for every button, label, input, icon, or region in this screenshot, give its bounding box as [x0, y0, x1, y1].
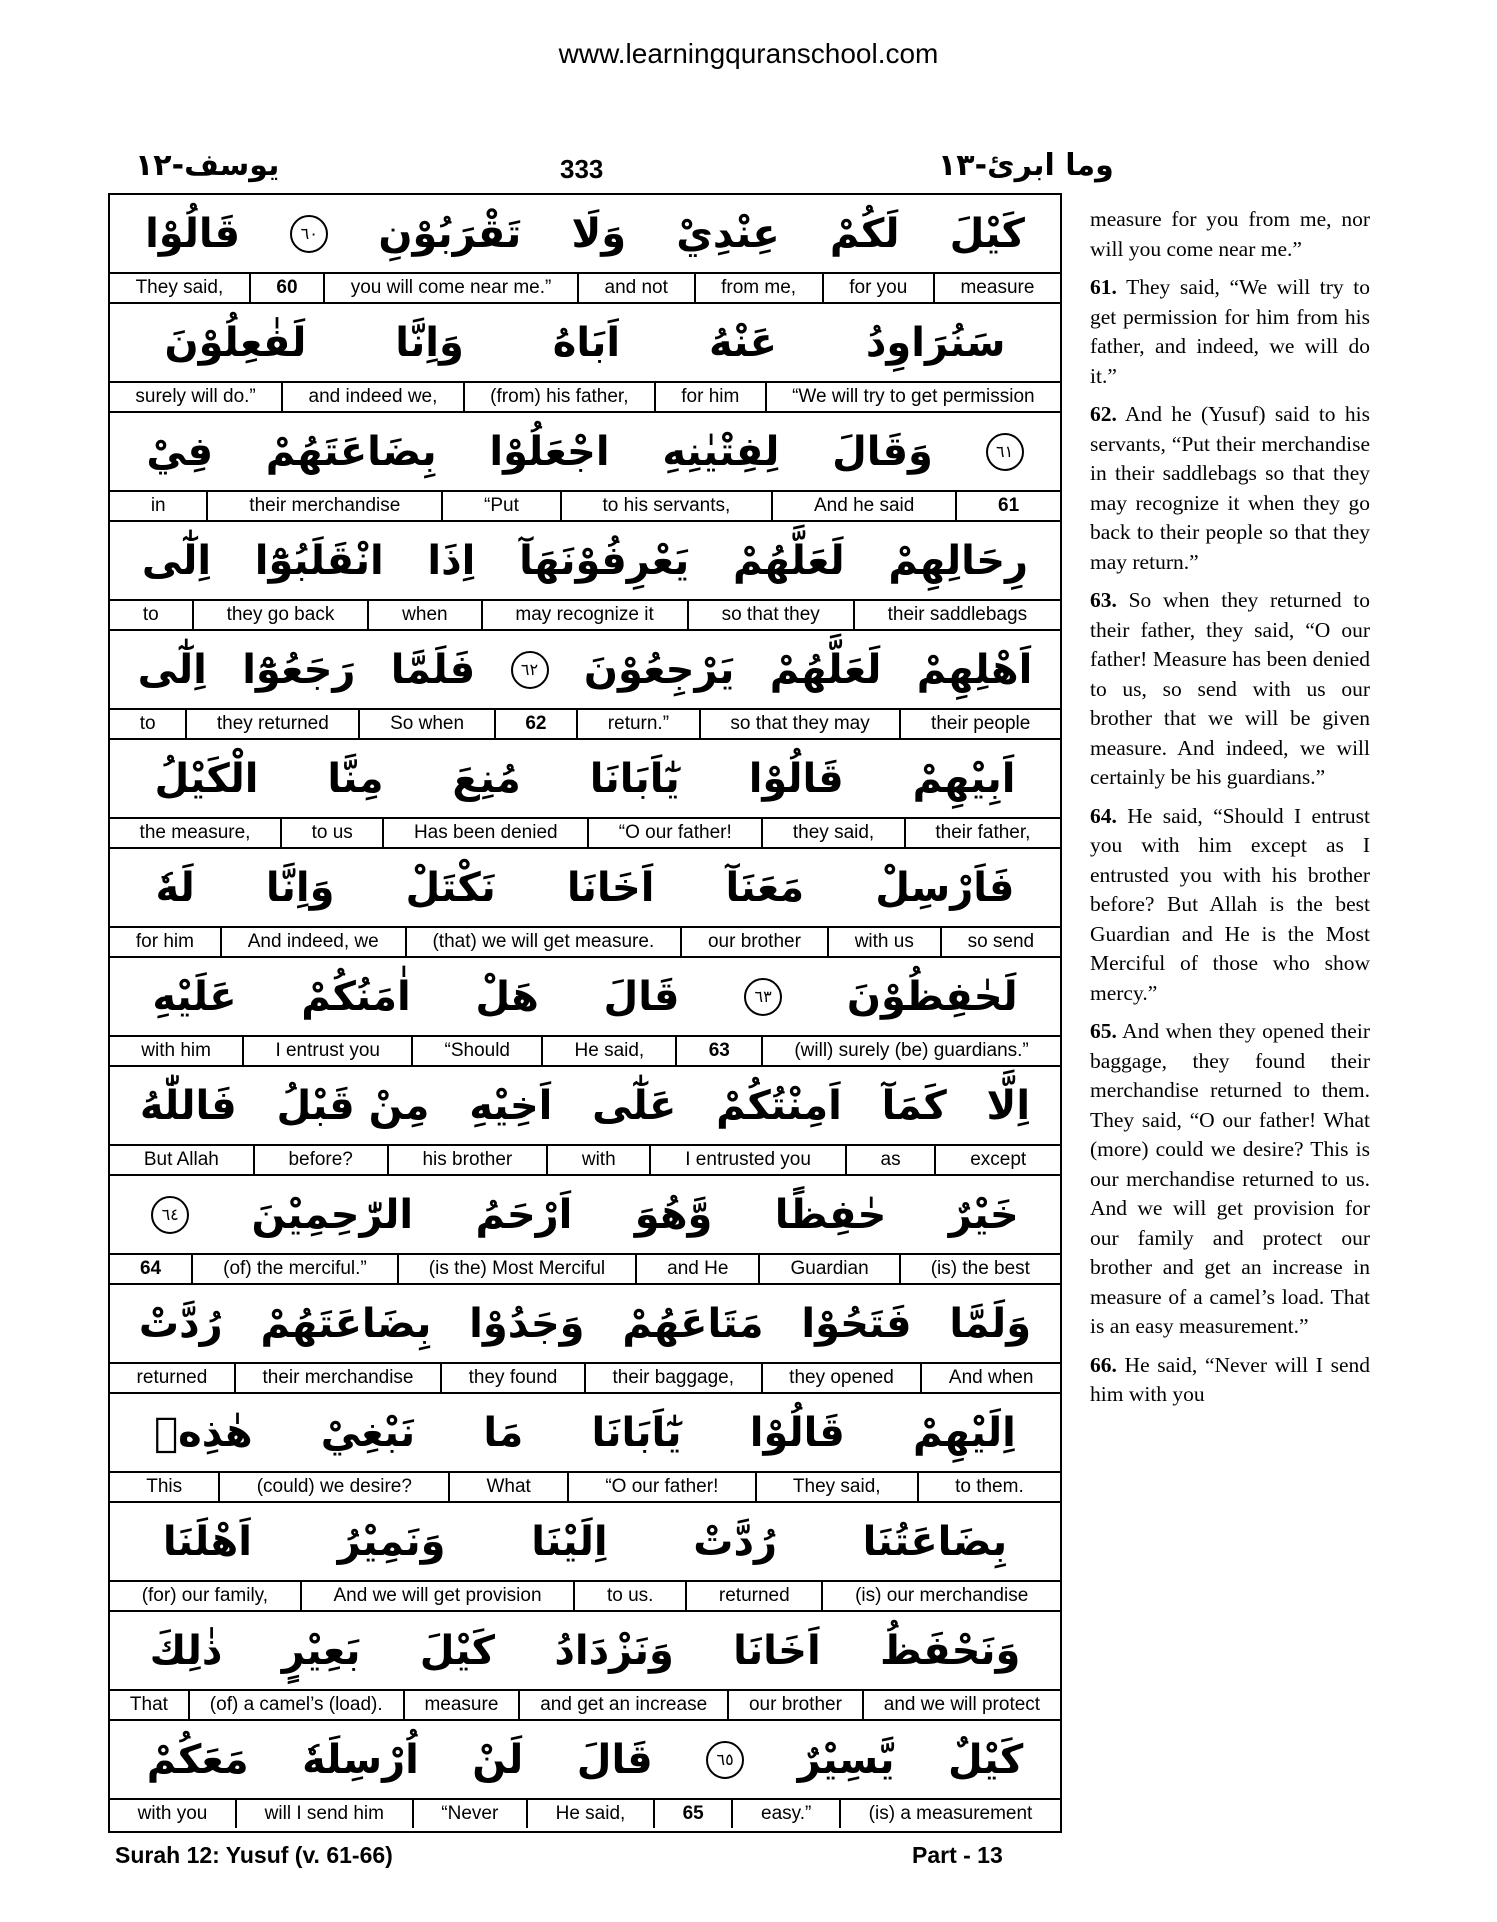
arabic-word: الرّٰحِمِيْنَ: [251, 1191, 414, 1238]
arabic-word: وَاِنَّا: [395, 319, 464, 366]
arabic-word: تَقْرَبُوْنِ: [378, 210, 522, 257]
arabic-word: لَعَلَّهُمْ: [769, 646, 882, 693]
arabic-word: هَلْ: [475, 973, 539, 1020]
verse-row: [110, 958, 1060, 1067]
word-translation-cell: so send: [940, 928, 1060, 956]
word-translation-cell: with us: [827, 928, 940, 956]
arabic-word: اِلَّا: [986, 1082, 1031, 1129]
word-translation-cell: return.”: [576, 710, 699, 738]
arabic-line: [110, 195, 1060, 274]
arabic-word: عَلَيْهِ: [152, 973, 237, 1020]
word-translation-cell: so that they may: [699, 710, 900, 738]
word-translation-cell: easy.”: [731, 1800, 839, 1828]
word-translation-cell: their people: [899, 710, 1060, 738]
translation-line: [110, 383, 1060, 411]
arabic-line: [110, 413, 1060, 492]
arabic-word: قَالَ: [576, 1736, 653, 1783]
word-translation-cell: And he said: [771, 492, 955, 520]
arabic-word: رِحَالِهِمْ: [888, 537, 1029, 584]
verse-number-cell: 63: [675, 1037, 761, 1065]
arabic-word: مَعَنَآ: [725, 864, 805, 911]
word-translation-cell: his brother: [387, 1146, 546, 1174]
word-translation-cell: And when: [920, 1364, 1060, 1392]
arabic-line: [110, 1612, 1060, 1691]
arabic-word: قَالَ: [603, 973, 680, 1020]
word-translation-cell: “O our father!: [587, 819, 761, 847]
verse-translation: [1090, 1017, 1370, 1342]
arabic-word: عَلٰٓى: [592, 1082, 677, 1129]
arabic-word: كَيْلٌ: [947, 1736, 1024, 1783]
word-translation-cell: you will come near me.”: [323, 274, 577, 302]
arabic-word: لَكُمْ: [829, 210, 900, 257]
arabic-word: اِلٰٓى: [141, 537, 212, 584]
word-translation-cell: returned: [136, 1367, 208, 1388]
verse-text: They said, “We will try to get permission for him from his father, and indeed, we will do it.”: [1090, 275, 1370, 388]
word-translation-cell: They said,: [755, 1473, 917, 1501]
arabic-word: يٰٓاَبَانَا: [589, 755, 680, 802]
arabic-line: [110, 1067, 1060, 1146]
verse-text: And when they opened their baggage, they found their merchandise returned to them. They said, “O our father! What (more) could we desire? This is our merchandise returned to us. And we will get provision for our family and protect our brother and get an increase in measure of a camel’s load. That is an easy measurement.”: [1090, 1019, 1370, 1338]
word-translation-cell: with him: [141, 1040, 211, 1061]
translation-line: [110, 492, 1060, 520]
arabic-word: اَرْحَمُ: [475, 1191, 573, 1238]
arabic-word: اِلَيْنَا: [531, 1518, 608, 1565]
word-translation-cell: from me,: [694, 274, 822, 302]
arabic-word: حٰفِظًا: [774, 1191, 887, 1238]
arabic-line: [110, 740, 1060, 819]
verse-number-cell: 65: [653, 1800, 731, 1828]
arabic-word: اٰمَنُكُمْ: [301, 973, 411, 1020]
word-translation-cell: their merchandise: [206, 492, 441, 520]
ayah-marker: ٦٢: [511, 651, 549, 689]
verse-number: 64.: [1090, 803, 1117, 828]
word-translation-cell: so that they: [687, 601, 853, 629]
word-translation-cell: for him: [135, 931, 194, 952]
arabic-word: قَالُوْا: [749, 1409, 845, 1456]
arabic-word: عِنْدِيْ: [676, 210, 780, 257]
word-translation-cell: measure: [403, 1691, 519, 1719]
arabic-word: وَنَزْدَادُ: [554, 1627, 674, 1674]
arabic-word: فِيْ: [146, 428, 214, 475]
arabic-word: اَهْلِهِمْ: [916, 646, 1033, 693]
arabic-word: اِلٰٓى: [137, 646, 207, 693]
verse-row: [110, 740, 1060, 849]
verse-number-cell: 60: [249, 274, 323, 302]
arabic-line: [110, 1503, 1060, 1582]
word-translation-cell: (is) a measurement: [839, 1800, 1060, 1828]
verse-number-cell: 64: [139, 1258, 162, 1279]
word-translation-cell: to them.: [917, 1473, 1060, 1501]
word-translation-cell: (that) we will get measure.: [405, 928, 681, 956]
verse-text: So when they returned to their father, they said, “O our father! Measure has been denied to us, so send with us our brother that we will be given measure. And indeed, we will certainly be his guardians.”: [1090, 588, 1370, 789]
word-translation-cell: they found: [440, 1364, 584, 1392]
word-translation-cell: “Should: [411, 1037, 541, 1065]
verse-row: [110, 1612, 1060, 1721]
arabic-word: مَا: [483, 1409, 524, 1456]
arabic-word: لِفِتْيٰنِهِ: [662, 428, 780, 475]
word-translation-cell: before?: [253, 1146, 387, 1174]
verse-row: [110, 631, 1060, 740]
arabic-word: الْكَيْلُ: [154, 755, 259, 802]
word-translation-cell: they returned: [185, 710, 358, 738]
word-translation-cell: they go back: [192, 601, 368, 629]
word-translation-cell: So when: [358, 710, 493, 738]
arabic-word: مَتَاعَهُمْ: [622, 1300, 764, 1347]
word-translation-cell: and indeed we,: [281, 383, 463, 411]
word-translation-cell: They said,: [135, 277, 224, 298]
word-translation-cell: will I send him: [235, 1800, 412, 1828]
footer-part: Part - 13: [912, 1842, 1003, 1868]
word-translation-cell: That: [129, 1694, 168, 1715]
arabic-word: بِضَاعَتَهُمْ: [260, 1300, 432, 1347]
arabic-word: عَنْهُ: [709, 319, 777, 366]
verse-row: [110, 195, 1060, 304]
arabic-word: قَالُوْا: [145, 210, 241, 257]
word-translation-cell: “Put: [441, 492, 560, 520]
translation-column: [1090, 205, 1370, 1419]
arabic-word: هٰذِهٖ: [154, 1409, 253, 1456]
arabic-word: يٰٓاَبَانَا: [591, 1409, 682, 1456]
word-translation-cell: This: [146, 1476, 183, 1497]
word-translation-cell: to: [139, 713, 156, 734]
verse-number: 63.: [1090, 588, 1117, 612]
word-translation-cell: And we will get provision: [300, 1582, 573, 1610]
verse-text: And he (Yusuf) said to his servants, “Put their merchandise in their saddlebags so that they may recognize it when they go back to their people so that they may return.”: [1090, 402, 1370, 574]
arabic-word: وَنَحْفَظُ: [880, 1627, 1021, 1674]
surah-header: يوسف-١٢: [135, 148, 280, 183]
arabic-word: وَنَمِيْرُ: [337, 1518, 446, 1565]
page-number: 333: [560, 154, 604, 184]
arabic-word: خَيْرٌ: [948, 1191, 1019, 1238]
arabic-word: رُدَّتْ: [693, 1518, 777, 1565]
word-translation-cell: measure: [933, 274, 1060, 302]
word-translation-cell: (is the) Most Merciful: [397, 1255, 635, 1283]
translation-line: [110, 928, 1060, 956]
arabic-word: اِلَيْهِمْ: [913, 1409, 1016, 1456]
word-translation-cell: (from) his father,: [463, 383, 654, 411]
footer-surah: Surah 12: Yusuf (v. 61-66): [115, 1842, 393, 1868]
word-translation-cell: in: [150, 495, 166, 516]
translation-line: [110, 601, 1060, 629]
word-translation-cell: except: [934, 1146, 1060, 1174]
translation-line: [110, 1691, 1060, 1719]
verse-text: He said, “Should I entrust you with him except as I entrusted you with his brother before? But Allah is the best Guardian and He is the Most Merciful of those who show mercy.”: [1090, 803, 1371, 1005]
arabic-line: [110, 1394, 1060, 1473]
word-translation-cell: and He: [635, 1255, 758, 1283]
arabic-word: بِضَاعَتُنَا: [862, 1518, 1008, 1565]
arabic-word: اجْعَلُوْا: [489, 428, 610, 475]
word-translation-cell: I entrusted you: [649, 1146, 844, 1174]
arabic-word: مَعَكُمْ: [146, 1736, 249, 1783]
arabic-word: مِنْ قَبْلُ: [276, 1082, 430, 1129]
site-url: www.learningquranschool.com: [558, 38, 939, 69]
word-translation-cell: “Never: [412, 1800, 526, 1828]
word-translation-cell: the measure,: [139, 822, 251, 843]
word-translation-cell: (is) the best: [899, 1255, 1060, 1283]
arabic-word: كَيْلَ: [949, 210, 1025, 257]
word-translation-cell: surely will do.”: [135, 386, 256, 407]
word-translation-cell: returned: [685, 1582, 821, 1610]
word-translation-cell: (for) our family,: [141, 1585, 269, 1606]
word-translation-cell: with: [546, 1146, 649, 1174]
verse-translation: [1090, 586, 1370, 793]
verse-row: [110, 1067, 1060, 1176]
arabic-word: لَحٰفِظُوْنَ: [846, 973, 1018, 1020]
arabic-word: وَاِنَّا: [265, 864, 335, 911]
arabic-word: مِنَّا: [327, 755, 384, 802]
arabic-line: [110, 631, 1060, 710]
arabic-word: فَاَرْسِلْ: [875, 864, 1015, 911]
arabic-word: لَعَلَّهُمْ: [732, 537, 845, 584]
verse-row: [110, 304, 1060, 413]
translation-line: [110, 1582, 1060, 1610]
arabic-word: رَجَعُوْٓا: [242, 646, 356, 693]
arabic-word: لَهٗ: [155, 864, 195, 911]
arabic-word: يَّسِيْرٌ: [797, 1736, 895, 1783]
translation-line: [110, 1473, 1060, 1501]
verse-number: 65.: [1090, 1019, 1117, 1043]
word-translation-cell: to us: [280, 819, 382, 847]
verse-number-cell: 61: [955, 492, 1060, 520]
verse-text: measure for you from me, nor will you come near me.”: [1090, 207, 1370, 261]
verse-number: 62.: [1090, 402, 1117, 426]
word-translation-cell: for you: [822, 274, 933, 302]
arabic-word: اَبَاهُ: [552, 319, 621, 366]
arabic-word: لَفٰعِلُوْنَ: [164, 319, 307, 366]
verse-row: [110, 1503, 1060, 1612]
verse-translation: [1090, 400, 1370, 577]
verse-row: [110, 1285, 1060, 1394]
arabic-word: لَنْ: [472, 1736, 524, 1783]
word-translation-cell: (could) we desire?: [218, 1473, 448, 1501]
word-translation-cell: may recognize it: [481, 601, 687, 629]
arabic-line: [110, 522, 1060, 601]
arabic-word: وَجَدُوْا: [469, 1300, 585, 1347]
arabic-word: يَعْرِفُوْنَهَآ: [519, 537, 690, 584]
word-translation-cell: when: [367, 601, 480, 629]
verse-number: 66.: [1090, 1352, 1117, 1377]
arabic-word: وَلَا: [571, 210, 627, 257]
word-translation-cell: “We will try to get permission: [765, 383, 1060, 411]
word-translation-cell: and get an increase: [518, 1691, 727, 1719]
word-translation-cell: our brother: [680, 928, 827, 956]
verse-row: [110, 849, 1060, 958]
word-translation-cell: and not: [577, 274, 694, 302]
word-translation-cell: And indeed, we: [220, 928, 405, 956]
verse-translation: [1090, 802, 1370, 1009]
arabic-word: اَخِيْهِ: [469, 1082, 553, 1129]
arabic-word: كَمَآ: [881, 1082, 947, 1129]
arabic-word: كَيْلَ: [419, 1627, 496, 1674]
word-translation-cell: their baggage,: [584, 1364, 761, 1392]
translation-line: [110, 819, 1060, 847]
ayah-marker: ٦١: [986, 433, 1024, 471]
word-translation-cell: as: [845, 1146, 935, 1174]
word-translation-cell: (of) the merciful.”: [191, 1255, 397, 1283]
juz-header: وما ابرئ-١٣: [938, 148, 1114, 183]
translation-line: [110, 1146, 1060, 1174]
word-translation-cell: “O our father!: [567, 1473, 755, 1501]
arabic-word: فَلَمَّا: [390, 646, 476, 693]
word-translation-cell: (of) a camel’s (load).: [188, 1691, 403, 1719]
arabic-word: بِضَاعَتَهُمْ: [265, 428, 437, 475]
arabic-word: اُرْسِلَهٗ: [302, 1736, 419, 1783]
arabic-word: اَخَانَا: [733, 1627, 821, 1674]
word-translation-cell: He said,: [526, 1800, 653, 1828]
ayah-marker: ٦٣: [744, 978, 782, 1016]
arabic-line: [110, 1721, 1060, 1800]
arabic-word: رُدَّتْ: [138, 1300, 223, 1347]
word-translation-cell: to us.: [573, 1582, 685, 1610]
translation-line: [110, 274, 1060, 302]
translation-line: [110, 1037, 1060, 1065]
word-translation-cell: What: [448, 1473, 567, 1501]
verse-number-cell: 62: [494, 710, 576, 738]
word-translation-cell: and we will protect: [862, 1691, 1060, 1719]
verse-number: 61.: [1090, 275, 1117, 299]
arabic-word: اَمِنْتُكُمْ: [716, 1082, 842, 1129]
word-by-word-panel: [108, 193, 1062, 1833]
verse-translation: [1090, 205, 1370, 264]
arabic-word: نَبْغِيْ: [320, 1409, 416, 1456]
word-translation-cell: Has been denied: [382, 819, 587, 847]
verse-translation: [1090, 1351, 1370, 1410]
word-translation-cell: (is) our merchandise: [821, 1582, 1060, 1610]
arabic-line: [110, 304, 1060, 383]
word-translation-cell: for him: [654, 383, 765, 411]
arabic-word: اَبِيْهِمْ: [912, 755, 1016, 802]
word-translation-cell: to: [142, 604, 159, 625]
arabic-word: وَّهُوَ: [634, 1191, 713, 1238]
word-translation-cell: to his servants,: [560, 492, 771, 520]
word-translation-cell: I entrust you: [242, 1037, 411, 1065]
arabic-word: نَكْتَلْ: [405, 864, 496, 911]
word-translation-cell: they said,: [761, 819, 903, 847]
verse-row: [110, 1176, 1060, 1285]
arabic-word: فَاللّٰهُ: [139, 1082, 237, 1129]
arabic-word: مُنِعَ: [452, 755, 521, 802]
arabic-line: [110, 849, 1060, 928]
arabic-word: سَنُرَاوِدُ: [865, 319, 1006, 366]
verse-row: [110, 1721, 1060, 1830]
arabic-word: انْقَلَبُوْٓا: [254, 537, 384, 584]
arabic-word: فَتَحُوْا: [801, 1300, 912, 1347]
word-translation-cell: their saddlebags: [853, 601, 1060, 629]
ayah-marker: ٦٥: [706, 1741, 744, 1779]
arabic-word: يَرْجِعُوْنَ: [583, 646, 735, 693]
arabic-line: [110, 1285, 1060, 1364]
arabic-line: [110, 958, 1060, 1037]
verse-translation: [1090, 273, 1370, 391]
arabic-word: اَهْلَنَا: [162, 1518, 252, 1565]
arabic-word: اِذَا: [427, 537, 476, 584]
word-translation-cell: their merchandise: [234, 1364, 440, 1392]
arabic-word: وَلَمَّا: [949, 1300, 1032, 1347]
word-translation-cell: they opened: [761, 1364, 921, 1392]
arabic-word: بَعِيْرٍ: [281, 1627, 361, 1674]
verse-row: [110, 522, 1060, 631]
word-translation-cell: our brother: [727, 1691, 862, 1719]
word-translation-cell: with you: [137, 1803, 208, 1824]
word-translation-cell: Guardian: [758, 1255, 898, 1283]
arabic-word: ذٰلِكَ: [149, 1627, 223, 1674]
verse-row: [110, 1394, 1060, 1503]
arabic-word: قَالُوْا: [748, 755, 844, 802]
verse-row: [110, 413, 1060, 522]
word-translation-cell: He said,: [541, 1037, 675, 1065]
ayah-marker: ٦٤: [151, 1196, 189, 1234]
arabic-word: اَخَانَا: [566, 864, 655, 911]
verse-text: He said, “Never will I send him with you: [1090, 1352, 1370, 1406]
translation-line: [110, 710, 1060, 738]
arabic-line: [110, 1176, 1060, 1255]
word-translation-cell: (will) surely (be) guardians.”: [761, 1037, 1060, 1065]
arabic-word: وَقَالَ: [832, 428, 933, 475]
word-translation-cell: But Allah: [143, 1149, 219, 1170]
word-translation-cell: their father,: [904, 819, 1060, 847]
ayah-marker: ٦٠: [290, 215, 328, 253]
translation-line: [110, 1255, 1060, 1283]
translation-line: [110, 1364, 1060, 1392]
translation-line: [110, 1800, 1060, 1828]
